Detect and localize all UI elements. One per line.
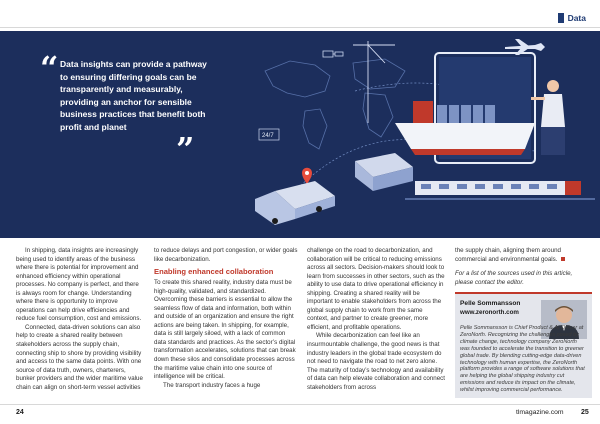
footer-rule <box>0 404 600 405</box>
paragraph: The transport industry faces a huge <box>163 381 261 389</box>
article-column-4 <box>455 247 591 287</box>
paragraph-closing <box>455 247 591 264</box>
open-quote-icon: “ <box>40 49 59 87</box>
businessman-icon <box>531 80 565 155</box>
article-column-3 <box>307 247 445 392</box>
train-icon <box>405 181 595 199</box>
header-rule <box>0 27 600 28</box>
article-column-1 <box>16 247 144 392</box>
author-bio-text: Pelle Sommansson is Chief Product & AI Officer at ZeroNorth. Recognizing the challenges posed by climate change, technology company ZeroNorth was founded to accelerate the transition to greener global trade. By blending cutting-edge data-driven technology with human expertise, the ZeroNorth platform provides a range of software solutions that are helping the global shipping industry cut emissions and reduce its impact on the climate, whilst improving commercial performance. <box>460 325 585 394</box>
author-bio-box <box>455 292 592 398</box>
closing-text: the supply chain, aligning them around commercial and environmental goals. <box>455 247 561 263</box>
section-tag <box>558 11 600 25</box>
article-column-2 <box>154 247 298 390</box>
magazine-website: tlmagazine.com <box>516 409 564 416</box>
paragraph: challenge on the road to decarbonization, and collaboration will be critical to reducing emissions across all sectors. Decision-makers should look to learn from successes in other sectors, such as the ability to use data to drive operational efficiency in shipping. Creating a shared reality will be important to enable stakeholders from across the global supply chain to work from the same context, and partner to create greener, more efficient, and profitable operations. <box>307 247 445 331</box>
end-mark-icon <box>561 257 565 261</box>
world-map-icon <box>265 59 405 149</box>
open-24-7-sign <box>259 129 279 140</box>
section-tag-bar <box>558 13 564 23</box>
pull-quote-text: Data insights can provide a pathway to ensuring differing goals can be transparently and measurably, providing an anchor for sensible business practices that benefit both profit and planet <box>60 59 207 132</box>
paragraph: to reduce delays and port congestion, or wider goals like decarbonization. <box>154 247 298 263</box>
paragraph: To create this shared reality, industry data must be high-quality, validated, and standardized. Overcoming these barriers is essential to allow the seamless flow of data and information, both within and outside of an organization and ensure the right actions are being taken. In shipping, for example, data is still largely siloed, with a lack of common data standards and practices. As the sector’s digital transformation accelerates, solutions that can break down these silos and consolidate processes across the maritime value chain into one source of intelligence will be critical. <box>154 279 296 381</box>
paragraph: In shipping, data insights are increasingly being used to identify areas of the business where there is potential for improvement and enhanced efficiency within operational processes. No company is perfect, and there is always room for change. Understanding where there is opportunity to improve operations can help drive efficiencies and reduce fuel consumption, cost and emissions. <box>16 247 142 323</box>
quote-banner <box>0 31 600 238</box>
close-quote-icon: ” <box>176 130 195 168</box>
page-number-left: 24 <box>16 409 24 416</box>
truck-sign-text: 24/7 <box>262 133 274 139</box>
warehouse-icon <box>355 153 413 191</box>
paragraph: Connected, data-driven solutions can also help to create a shared reality between stakeholders across the supply chain, connecting ship to shore by providing visibility and access to the same data points. With one source of data truth, owners, charterers, bunker providers and the wider maritime value chain can align on short-term vessel activities <box>16 323 143 391</box>
truck-icon <box>255 181 335 225</box>
paragraph: While decarbonization can feel like an insurmountable challenge, the good news is that industry leaders in the global trade ecosystem do not need to navigate the road to net zero alone. The maturity of today’s technology and availability of data can help elevate collaboration and connect stakeholders from across <box>307 332 445 391</box>
sources-note: For a list of the sources used in this article, please contact the editor. <box>455 270 573 286</box>
logistics-illustration <box>235 31 600 238</box>
author-name: Pelle Sommansson <box>460 300 521 307</box>
section-subheading: Enabling enhanced collaboration <box>154 267 274 277</box>
section-label: Data <box>567 13 586 23</box>
page-number-right: 25 <box>581 409 589 416</box>
satellite-icon <box>323 51 343 57</box>
author-website-link[interactable]: www.zeronorth.com <box>460 309 519 316</box>
